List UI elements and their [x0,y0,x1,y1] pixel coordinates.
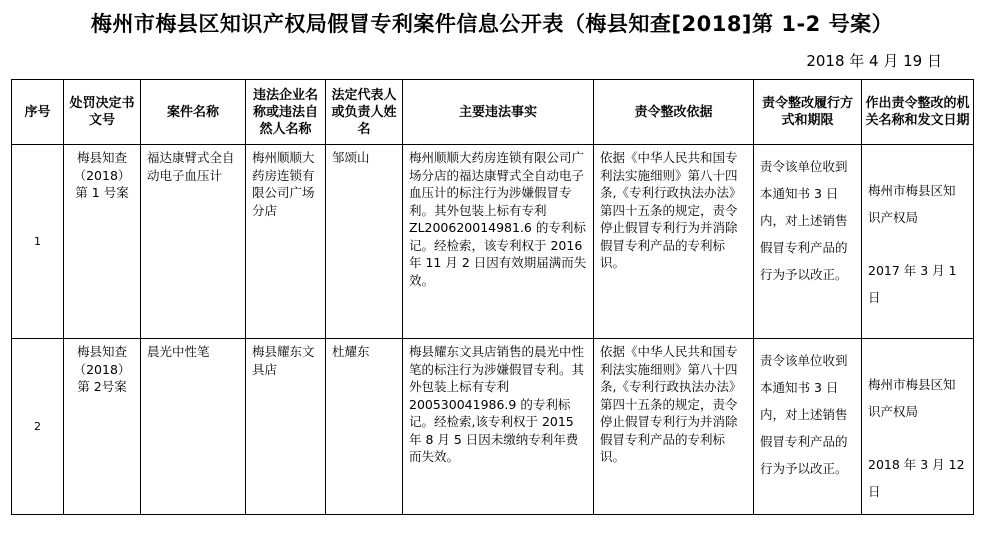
header-case-name: 案件名称 [141,80,246,145]
header-seq: 序号 [12,80,64,145]
table-header-row [12,80,974,145]
cell-doc-no: 梅县知查（2018）第 1 号案 [64,145,141,339]
cell-facts: 梅县耀东文具店销售的晨光中性笔的标注行为涉嫌假冒专利。其外包装上标有专利 200530041986.9 的专利标记。经检索,该专利权于 2015 年 8 月 5 日因未缴纳专利年费而失效。 [403,339,594,515]
cell-seq: 1 [12,145,64,339]
cell-rectify: 责令该单位收到本通知书 3 日内，对上述销售假冒专利产品的行为予以改正。 [754,145,862,339]
header-facts: 主要违法事实 [403,80,594,145]
header-legal-rep: 法定代表人或负责人姓名 [326,80,403,145]
header-basis: 责令整改依据 [594,80,754,145]
header-company: 违法企业名称或违法自然人名称 [246,80,326,145]
cell-doc-no: 梅县知查（2018）第 2号案 [64,339,141,515]
issue-date: 2018 年 3 月 12 日 [868,457,965,499]
cell-facts: 梅州顺顺大药房连锁有限公司广场分店的福达康臂式全自动电子血压计的标注行为涉嫌假冒专利。其外包装上标有专利 ZL200620014981.6 的专利标记。经检索，该专利权于 2016 年 11 月 2 日因有效期届满而失效。 [403,145,594,339]
issue-date: 2017 年 3 月 1 日 [868,263,957,305]
case-info-table [11,79,974,515]
cell-legal-rep: 邹颂山 [326,145,403,339]
cell-seq: 2 [12,339,64,515]
page-title: 梅州市梅县区知识产权局假冒专利案件信息公开表（梅县知查[2018]第 1-2 号案） [90,12,894,36]
header-doc-no: 处罚决定书文号 [64,80,141,145]
table-row [12,339,974,515]
header-org-date: 作出责令整改的机关名称和发文日期 [862,80,974,145]
cell-basis: 依据《中华人民共和国专利法实施细则》第八十四条,《专利行政执法办法》第四十五条的规定，责令停止假冒专利行为并消除假冒专利产品的专利标识。 [594,145,754,339]
cell-org-date [862,339,974,515]
cell-org-date [862,145,974,339]
cell-case-name: 福达康臂式全自动电子血压计 [141,145,246,339]
cell-company: 梅县耀东文具店 [246,339,326,515]
cell-basis: 依据《中华人民共和国专利法实施细则》第八十四条,《专利行政执法办法》第四十五条的规定，责令停止假冒专利行为并消除假冒专利产品的专利标识。 [594,339,754,515]
cell-rectify: 责令该单位收到本通知书 3 日内，对上述销售假冒专利产品的行为予以改正。 [754,339,862,515]
cell-legal-rep: 杜耀东 [326,339,403,515]
org-name: 梅州市梅县区知识产权局 [868,183,956,225]
cell-case-name: 晨光中性笔 [141,339,246,515]
publish-date: 2018 年 4 月 19 日 [806,52,942,70]
header-rectify: 责令整改履行方式和期限 [754,80,862,145]
table-row [12,145,974,339]
cell-company: 梅州顺顺大药房连锁有限公司广场分店 [246,145,326,339]
org-name: 梅州市梅县区知识产权局 [868,377,956,419]
